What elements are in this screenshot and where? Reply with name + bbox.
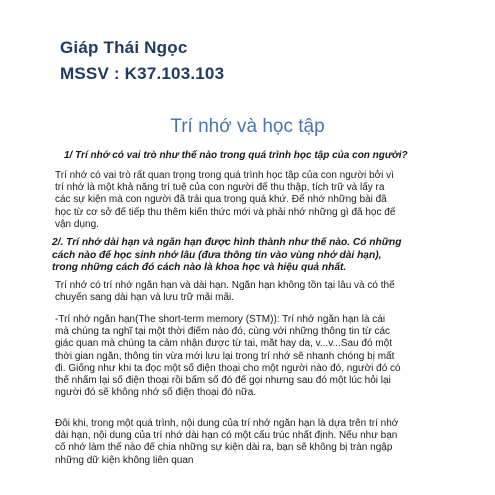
paragraph-3-line: thời gian ngắn, thông tin vừa mới lưu lại trong trí nhớ sẽ nhanh chóng bị mất — [55, 350, 395, 362]
paragraph-2 — [55, 280, 465, 304]
paragraph-1-line: vận dụng. — [55, 218, 99, 230]
paragraph-4-line: Đôi khi, trong một quá trình, nội dung của trí nhớ ngắn hạn là dựa trên trí nhớ — [55, 418, 399, 429]
question-1-line: 1/ Trí nhớ có vai trò như thế nào trong quá trình học tập của con người? — [64, 150, 408, 161]
paragraph-1-line: học từ cơ sở để tiếp thu thêm kiến thức mới và phải nhớ những gì đã học để — [55, 206, 396, 218]
paragraph-4-line: những dữ kiện không liên quan — [55, 454, 194, 466]
paragraph-3 — [55, 314, 465, 399]
paragraph-3-line: thể nhẩm lại số điện thoại rồi bấm số đó để gọi nhưng sau đó một lúc hỏi lại — [55, 375, 391, 387]
paragraph-4 — [55, 418, 465, 467]
paragraph-1-line: các sự kiện mà con người đã trải qua trong quá khứ. Để nhớ những bài đã — [55, 194, 387, 206]
paragraph-2-line: Trí nhớ có trí nhớ ngắn hạn và dài hạn. Ngắn hạn không tồn tại lâu và có thể — [55, 280, 395, 291]
question-2-line: 2/. Trí nhớ dài hạn và ngắn hạn được hình thành như thế nào. Có những — [52, 237, 402, 248]
paragraph-3-line: người đó sẽ không nhớ số điện thoại đó nữa. — [55, 387, 257, 399]
paragraph-3-line: -Trí nhớ ngắn hạn(The short-term memory (STM)): Trí nhớ ngắn hạn là cái — [55, 314, 386, 325]
paragraph-4-line: dài hạn, nội dung của trí nhớ dài hạn có một cấu trúc nhất định. Nếu như bạn — [55, 430, 398, 442]
question-2-line: cách nào để học sinh nhớ lâu (đưa thông tin vào vùng nhớ dài hạn), — [52, 249, 382, 261]
document-title: Trí nhớ và học tập — [170, 116, 325, 137]
paragraph-2-line: chuyển sang dài hạn và lưu trữ mãi mãi. — [55, 292, 235, 304]
paragraph-3-line: mà chúng ta nghĩ tại một thời điểm nào đó, cùng với những thông tin từ các — [55, 326, 391, 338]
paragraph-3-line: đi. Giống như khi ta đọc một số điện thoại cho một người nào đó, người đó có — [55, 362, 401, 374]
author-name: Giáp Thái Ngọc — [60, 38, 188, 57]
student-id: MSSV : K37.103.103 — [60, 64, 225, 83]
paragraph-3-line: giác quan mà chúng ta cảm nhận được từ tai, mắt hay da, v...v...Sau đó một — [55, 338, 392, 350]
paragraph-1-line: trí nhớ là một khả năng trí tuệ của con người để thu thập, tích trữ và lấy ra — [55, 182, 385, 194]
paragraph-4-line: cố nhớ làm thế nào để chia những sự kiện dài ra, bạn sẽ không bị tràn ngập — [55, 442, 393, 454]
question-1 — [64, 150, 465, 162]
question-2 — [52, 237, 465, 275]
paragraph-1-line: Trí nhớ có vai trò rất quan trọng trong quá trình học tập của con người bởi vì — [55, 170, 394, 181]
paragraph-1 — [55, 170, 465, 231]
question-2-line: trong những cách đó cách nào là khoa học và hiệu quả nhất. — [52, 262, 347, 274]
